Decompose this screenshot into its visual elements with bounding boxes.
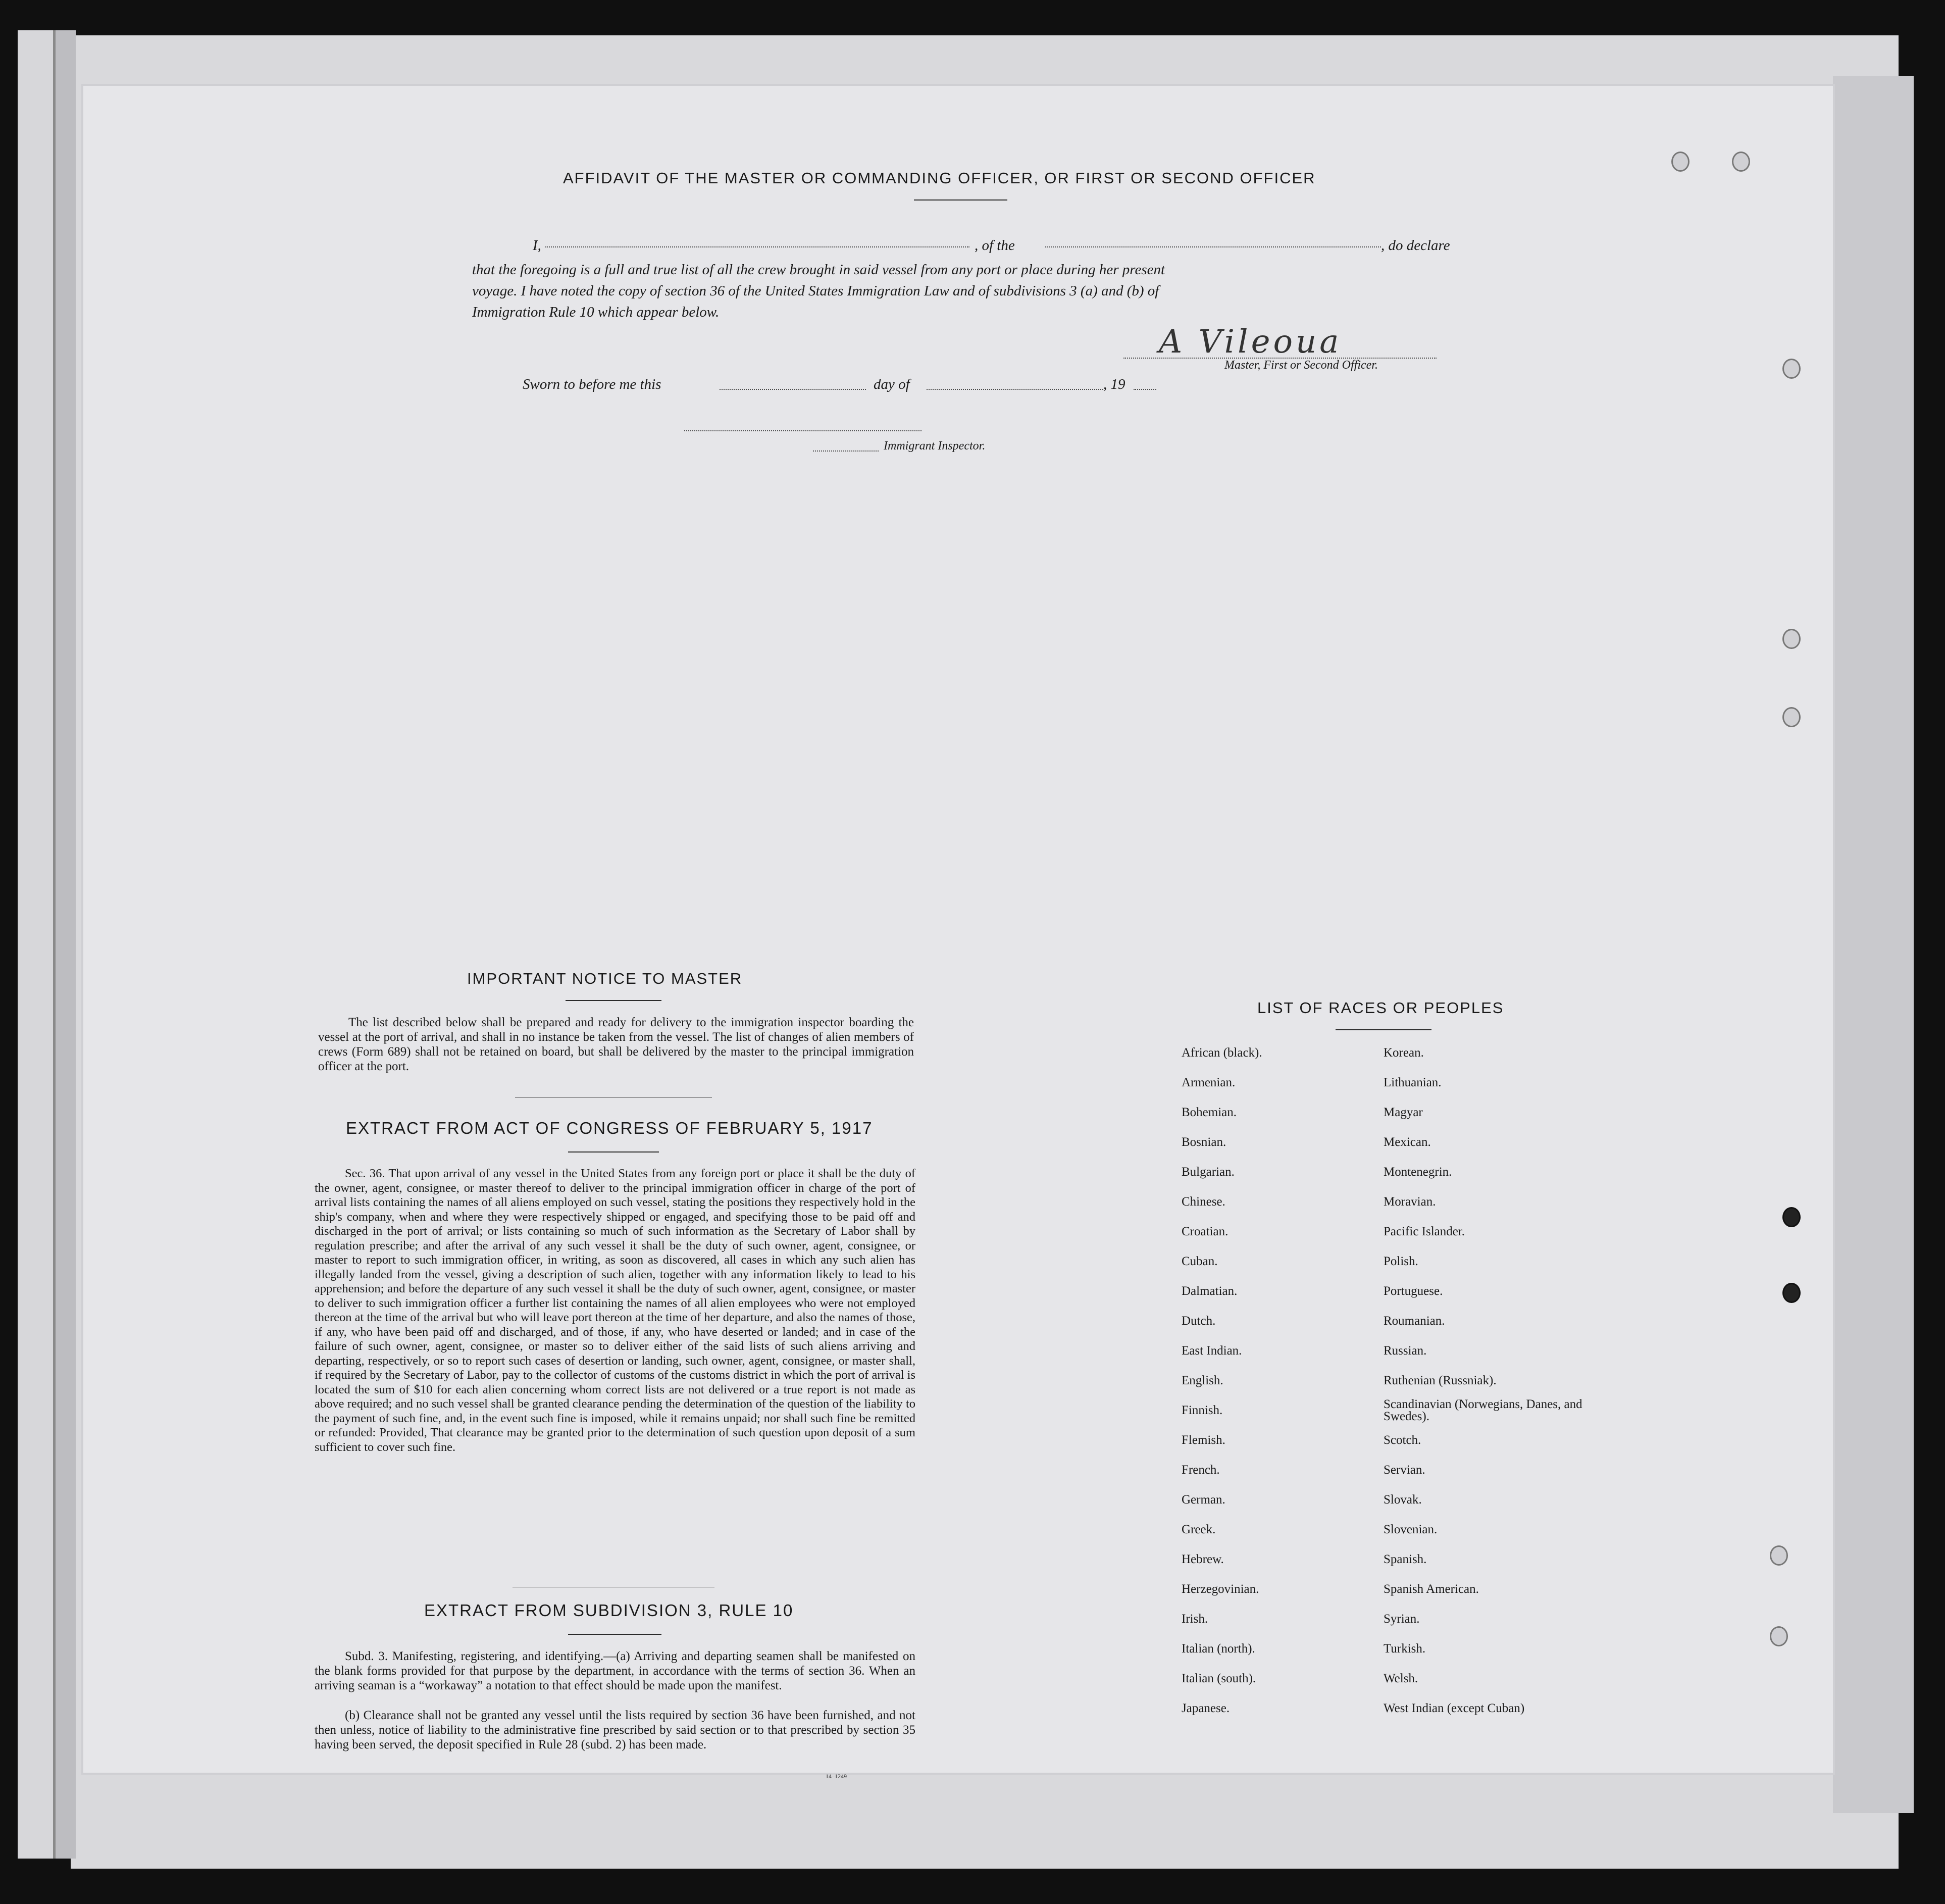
race-item: Pacific Islander. (1384, 1225, 1465, 1238)
sworn-label: Sworn to before me this (523, 376, 661, 392)
rule-text-b: (b) Clearance shall not be granted any vessel until the lists required by section 36 have been furnished, and not then unless, notice of liability to the administrative fine prescribed by said section or to that prescribed by section 35 having been served, the deposit specified in Rule 28 (subd. 2) has been made. (315, 1709, 915, 1751)
inspector-signature-line (684, 430, 922, 431)
race-item: Spanish American. (1384, 1582, 1479, 1596)
race-item: Herzegovinian. (1182, 1582, 1259, 1596)
punch-hole (1770, 1626, 1788, 1646)
races-right-column (1384, 1038, 1596, 1723)
race-item: English. (1182, 1374, 1223, 1387)
races-title: LIST OF RACES OR PEOPLES (1257, 999, 1504, 1017)
act-text: Sec. 36. That upon arrival of any vessel in the United States from any foreign port or place it shall be the duty of the owner, agent, consignee, or master thereof to deliver to the principal immigration officer in charge of the port of arrival lists containing the names of all aliens employed on such vessel, stating the positions they respectively hold in the ship's company, when and where they were respectively shipped or engaged, and specifying those to be paid off and discharged in the port of arrival; or lists containing so much of such information as the Secretary of Labor shall by regulation prescribe; and after the arrival of any such vessel it shall be the duty of such owner, agent, consignee, or master to report to such immigration officer, in writing, as soon as discovered, all cases in which any such alien has illegally landed from the vessel, giving a description of such alien, together with any information likely to lead to his apprehension; and before the departure of any such vessel it shall be the duty of such owner, agent, consignee, or master to deliver to such immigration officer a further list containing the names of all alien employees who were not employed thereon at the time of the arrival but who will leave port thereon at the time of her departure, and also the names of those, if any, who have been paid off and discharged, and of those, if any, who have deserted or landed; and in case of the failure of such owner, agent, consignee, or master so to deliver either of the said lists of such aliens arriving and departing, respectively, or so to report such cases of desertion or landing, such owner, agent, consignee, or master shall, if required by the Secretary of Labor, pay to the collector of customs of the customs district in which the port of arrival is located the sum of $10 for each alien concerning whom correct lists are not delivered or a true report is not made as above required; and no such vessel shall be granted clearance pending the determination of the question of the liability to the payment of such fine, and, in the event such fine is imposed, while it remains unpaid; nor shall such fine be remitted or refunded: Provided, That clearance may be granted prior to the determination of such question upon deposit of a sum sufficient to cover such fine. (315, 1167, 915, 1454)
race-item: Bohemian. (1182, 1106, 1237, 1119)
race-item: Slovenian. (1384, 1523, 1438, 1536)
race-item: East Indian. (1182, 1344, 1242, 1358)
race-item: Cuban. (1182, 1255, 1218, 1268)
race-item: West Indian (except Cuban) (1384, 1701, 1525, 1715)
rule-title-rule (568, 1634, 661, 1635)
affidavit-line-3: voyage. I have noted the copy of section 36 of the United States Immigration Law and of subdivisions 3 (a) and (b) of (472, 283, 1159, 299)
race-item: Dalmatian. (1182, 1284, 1238, 1298)
notice-text: The list described below shall be prepared and ready for delivery to the immigration inspector boarding the vessel at the port of arrival, and shall in no instance be taken from the vessel. The list of changes of alien members of crews (Form 689) shall not be retained on board, but shall be delivered by the master to the principal immigration officer at the port. (318, 1016, 914, 1073)
race-item: Welsh. (1384, 1672, 1418, 1685)
rule-title: EXTRACT FROM SUBDIVISION 3, RULE 10 (424, 1601, 794, 1620)
race-item: Bulgarian. (1182, 1165, 1235, 1179)
race-item: Portuguese. (1384, 1284, 1443, 1298)
rule-text-a: Subd. 3. Manifesting, registering, and identifying.—(a) Arriving and departing seamen shall be manifested on the blank forms provided for that purpose by the department, in accordance with the terms of section 36. When an arriving seaman is a “workaway” a notation to that effect should be made upon the manifest. (315, 1649, 915, 1692)
year-blank (1134, 389, 1156, 390)
inspector-caption: Immigrant Inspector. (884, 439, 986, 453)
punch-hole (1782, 707, 1801, 727)
race-item: Slovak. (1384, 1493, 1422, 1507)
race-item: Irish. (1182, 1612, 1208, 1626)
races-title-rule (1336, 1029, 1431, 1030)
punch-hole (1671, 152, 1690, 172)
sworn-day-blank (720, 389, 866, 390)
race-item: Hebrew. (1182, 1552, 1224, 1566)
affidavit-line-4: Immigration Rule 10 which appear below. (472, 304, 720, 320)
race-item: Chinese. (1182, 1195, 1225, 1209)
race-item: Japanese. (1182, 1701, 1230, 1715)
inspector-line-lead (813, 450, 879, 452)
race-item: Turkish. (1384, 1642, 1426, 1656)
races-left-column (1182, 1038, 1348, 1723)
race-item: French. (1182, 1463, 1220, 1477)
punch-hole (1782, 359, 1801, 379)
race-item: Greek. (1182, 1523, 1216, 1536)
affidavit-title: AFFIDAVIT OF THE MASTER OR COMMANDING OFFICER, OR FIRST OR SECOND OFFICER (563, 169, 1316, 187)
affidavit-line-2: that the foregoing is a full and true list of all the crew brought in said vessel from any port or place during her present (472, 262, 1165, 278)
notice-title-rule (566, 1000, 661, 1001)
affidavit-i-label: I, (533, 237, 541, 254)
master-signature: A Vileoua (1159, 323, 1342, 361)
race-item: Italian (south). (1182, 1672, 1256, 1685)
race-item: Italian (north). (1182, 1642, 1255, 1656)
race-item: Scandinavian (Norwegians, Danes, and Swedes). (1384, 1397, 1582, 1423)
signature-caption: Master, First or Second Officer. (1224, 359, 1378, 372)
binding-rail (18, 30, 56, 1859)
race-item: African (black). (1182, 1046, 1262, 1060)
race-item: Flemish. (1182, 1433, 1225, 1447)
name-blank (545, 246, 969, 247)
right-paper-edge (1833, 76, 1914, 1813)
punch-hole (1782, 629, 1801, 649)
race-item: Servian. (1384, 1463, 1425, 1477)
punch-hole (1782, 1283, 1801, 1303)
punch-hole (1732, 152, 1750, 172)
year-label: , 19 (1103, 376, 1125, 392)
race-item: Polish. (1384, 1255, 1418, 1268)
race-item: Roumanian. (1384, 1314, 1445, 1328)
race-item: Lithuanian. (1384, 1076, 1442, 1089)
race-item: Montenegrin. (1384, 1165, 1452, 1179)
race-item: Croatian. (1182, 1225, 1229, 1238)
vessel-blank (1045, 246, 1381, 247)
binding-rail-shadow (56, 30, 76, 1859)
affidavit-of-the-label: , of the (975, 237, 1015, 254)
race-item: Korean. (1384, 1046, 1424, 1060)
race-item: Ruthenian (Russniak). (1384, 1374, 1497, 1387)
notice-title: IMPORTANT NOTICE TO MASTER (467, 970, 743, 987)
race-item: Armenian. (1182, 1076, 1236, 1089)
race-item: Scotch. (1384, 1433, 1421, 1447)
race-item: Syrian. (1384, 1612, 1420, 1626)
race-item: Mexican. (1384, 1135, 1431, 1149)
punch-hole (1782, 1207, 1801, 1227)
race-item: Magyar (1384, 1106, 1423, 1119)
affidavit-title-rule (914, 199, 1007, 201)
race-item: Russian. (1384, 1344, 1427, 1358)
punch-hole (1770, 1545, 1788, 1566)
act-title: EXTRACT FROM ACT OF CONGRESS OF FEBRUARY 5, 1917 (346, 1119, 873, 1137)
race-item: Bosnian. (1182, 1135, 1226, 1149)
race-item: Moravian. (1384, 1195, 1436, 1209)
sworn-month-blank (927, 389, 1103, 390)
act-title-rule (568, 1151, 659, 1153)
race-item: Spanish. (1384, 1552, 1427, 1566)
race-item: German. (1182, 1493, 1225, 1507)
race-item: Dutch. (1182, 1314, 1216, 1328)
day-of-label: day of (874, 376, 910, 392)
form-number: 14–1249 (826, 1773, 847, 1780)
affidavit-declare-label: , do declare (1381, 237, 1450, 254)
race-item: Finnish. (1182, 1404, 1223, 1417)
document-page (83, 86, 1833, 1780)
